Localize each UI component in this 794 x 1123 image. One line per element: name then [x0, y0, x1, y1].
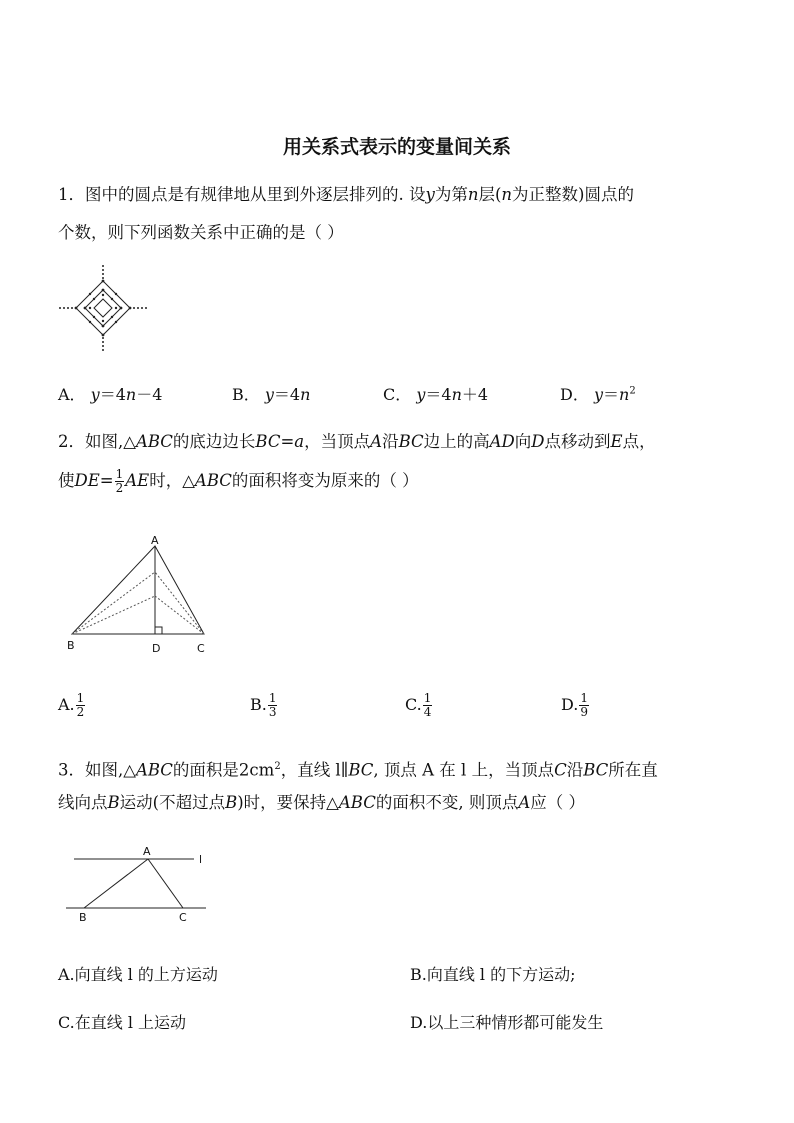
dotted-line [72, 596, 155, 634]
option-label: D. [561, 695, 579, 714]
q3-exponent: 2 [274, 761, 281, 772]
option-label: B． [232, 385, 260, 404]
fraction-denominator: 9 [580, 705, 588, 719]
fraction-numerator: 1 [268, 691, 277, 705]
label-a: A [143, 845, 151, 858]
q2-var: BC [398, 432, 424, 451]
q2-option-b[interactable] [250, 692, 278, 719]
q3-option-a[interactable] [58, 962, 218, 985]
q3-text: ，直线 l∥ [280, 760, 349, 780]
q2-var: E [610, 432, 623, 451]
option-expr: ＝4 [425, 385, 452, 404]
option-text: 向直线 l 的下方运动; [426, 965, 576, 984]
option-fraction [423, 692, 433, 719]
q3-var: BC [348, 760, 374, 780]
q3-text: 所在直 [608, 760, 658, 780]
q1-text: 层( [478, 185, 502, 204]
q1-option-b[interactable] [232, 382, 310, 405]
q2-text: 时，△ [149, 471, 195, 490]
q1-var-y: y [425, 185, 435, 204]
option-var-y: y [416, 385, 426, 404]
diamond-layer-1 [94, 299, 112, 317]
option-var-n: n [300, 385, 311, 404]
q3-var: B [107, 793, 120, 812]
q2-line2 [58, 466, 419, 496]
fraction-numerator: 1 [423, 691, 432, 705]
q2-var: ABC [194, 471, 232, 490]
option-label: A. [58, 965, 75, 984]
label-a: A [151, 534, 159, 547]
label-c: C [179, 911, 187, 924]
option-var-n: n [125, 385, 137, 404]
option-expr-tail: ＋4 [461, 385, 489, 404]
option-label: B. [410, 965, 427, 984]
q3-text: 应（ ） [530, 793, 586, 812]
q3-option-b[interactable] [410, 962, 576, 985]
option-text: 在直线 l 上运动 [74, 1013, 187, 1032]
label-b: B [67, 639, 75, 652]
q2-text: 如图,△ [85, 432, 136, 451]
q1-text: 为第 [434, 185, 468, 204]
dotted-line [155, 572, 204, 634]
q2-var: BC=a [255, 432, 305, 451]
fraction-denominator: 2 [76, 705, 85, 719]
option-fraction [76, 692, 86, 719]
q1-option-a[interactable] [58, 382, 162, 405]
q2-number: 2． [58, 432, 85, 451]
option-label: C． [383, 385, 412, 404]
q3-text: 的面积是2cm [172, 760, 275, 780]
q3-var: A [518, 793, 531, 812]
q2-var: A [370, 432, 383, 451]
q3-var: B [225, 793, 238, 812]
q2-text: 边上的高 [423, 432, 490, 451]
side-ac [148, 859, 183, 908]
q1-option-c[interactable] [383, 382, 488, 405]
fraction-denominator: 2 [115, 481, 124, 495]
q1-number: 1． [58, 185, 85, 204]
option-expr: ＝4 [273, 385, 301, 404]
q3-line1 [58, 755, 658, 783]
q3-var: BC [583, 760, 609, 780]
q2-var: AE [125, 471, 150, 490]
option-var-y: y [593, 385, 603, 404]
label-b: B [79, 911, 87, 924]
q3-option-d[interactable] [410, 1010, 603, 1033]
q1-text: 图中的圆点是有规律地从里到外逐层排列的. 设 [85, 185, 426, 204]
q3-text: 如图,△ [85, 760, 136, 780]
label-c: C [197, 642, 205, 655]
q2-text: 使 [58, 471, 75, 490]
triangle-abc [72, 546, 204, 634]
option-label: B. [250, 695, 267, 714]
option-var-n: n [451, 385, 462, 404]
fraction-half [115, 468, 125, 495]
q3-var: ABC [338, 793, 376, 812]
option-fraction [268, 692, 278, 719]
page-title: 用关系式表示的变量间关系 [282, 136, 511, 158]
q3-text: 沿 [566, 760, 584, 780]
side-ab [84, 859, 148, 908]
fraction-numerator: 1 [76, 691, 85, 705]
option-text: 以上三种情形都可能发生 [427, 1013, 604, 1032]
q3-text: 运动(不超过点 [119, 793, 226, 812]
q2-var: D [531, 432, 545, 451]
q2-var: DE= [74, 471, 114, 490]
q2-text: 点移动到 [544, 432, 611, 451]
label-d: D [152, 642, 161, 655]
q3-text: , 顶点 A 在 l 上，当顶点 [373, 760, 555, 780]
q1-option-d[interactable] [560, 382, 636, 405]
q3-option-c[interactable] [58, 1010, 186, 1033]
option-label: C. [405, 695, 422, 714]
fraction-denominator: 4 [423, 705, 432, 719]
q2-option-a[interactable] [58, 692, 86, 719]
q1-line1 [58, 183, 634, 207]
fraction-numerator: 1 [580, 691, 588, 705]
option-var-n: n [619, 385, 630, 404]
option-expr: ＝ [602, 385, 619, 404]
q2-var: ABC [135, 432, 173, 451]
option-expr-tail: －4 [136, 385, 163, 404]
label-l: l [199, 853, 203, 866]
q3-var: ABC [135, 760, 173, 780]
q2-text: 点， [622, 432, 656, 451]
q3-figure-parallel [62, 845, 222, 923]
q2-text: 沿 [382, 432, 399, 451]
q3-text: 线向点 [58, 793, 108, 812]
option-var-y: y [90, 385, 100, 404]
fraction-numerator: 1 [115, 467, 124, 481]
option-label: A. [58, 695, 75, 714]
q3-line2 [58, 791, 585, 815]
right-angle-mark [155, 627, 162, 634]
q1-figure-diamonds [58, 262, 153, 357]
option-label: C. [58, 1013, 75, 1032]
q1-var-n: n [501, 185, 513, 204]
dotted-line [72, 572, 155, 634]
q3-text: )时，要保持△ [237, 793, 339, 812]
q3-var: C [554, 760, 567, 780]
q1-line2: 个数，则下列函数关系中正确的是（ ） [58, 223, 344, 242]
option-label: A． [58, 385, 86, 404]
q2-line1 [58, 430, 656, 454]
option-var-y: y [264, 385, 274, 404]
q1-var-n: n [467, 185, 479, 204]
fraction-denominator: 3 [268, 705, 277, 719]
q3-text: 的面积不变, 则顶点 [375, 793, 519, 812]
option-fraction [579, 692, 589, 719]
q2-text: 向 [514, 432, 532, 451]
q2-var: AD [489, 432, 515, 451]
option-label: D. [410, 1013, 428, 1032]
q2-text: ，当顶点 [304, 432, 371, 451]
option-label: D． [560, 385, 589, 404]
q2-option-c[interactable] [405, 692, 433, 719]
option-exponent: 2 [629, 385, 636, 397]
q1-text: 为正整数)圆点的 [512, 185, 634, 204]
q2-option-d[interactable] [561, 692, 590, 719]
option-expr: ＝4 [99, 385, 126, 404]
q2-figure-triangle [58, 534, 218, 656]
q2-text: 的底边边长 [172, 432, 256, 451]
q2-text: 的面积将变为原来的（ ） [231, 471, 419, 490]
q3-number: 3． [58, 760, 85, 780]
option-text: 向直线 l 的上方运动 [74, 965, 218, 984]
